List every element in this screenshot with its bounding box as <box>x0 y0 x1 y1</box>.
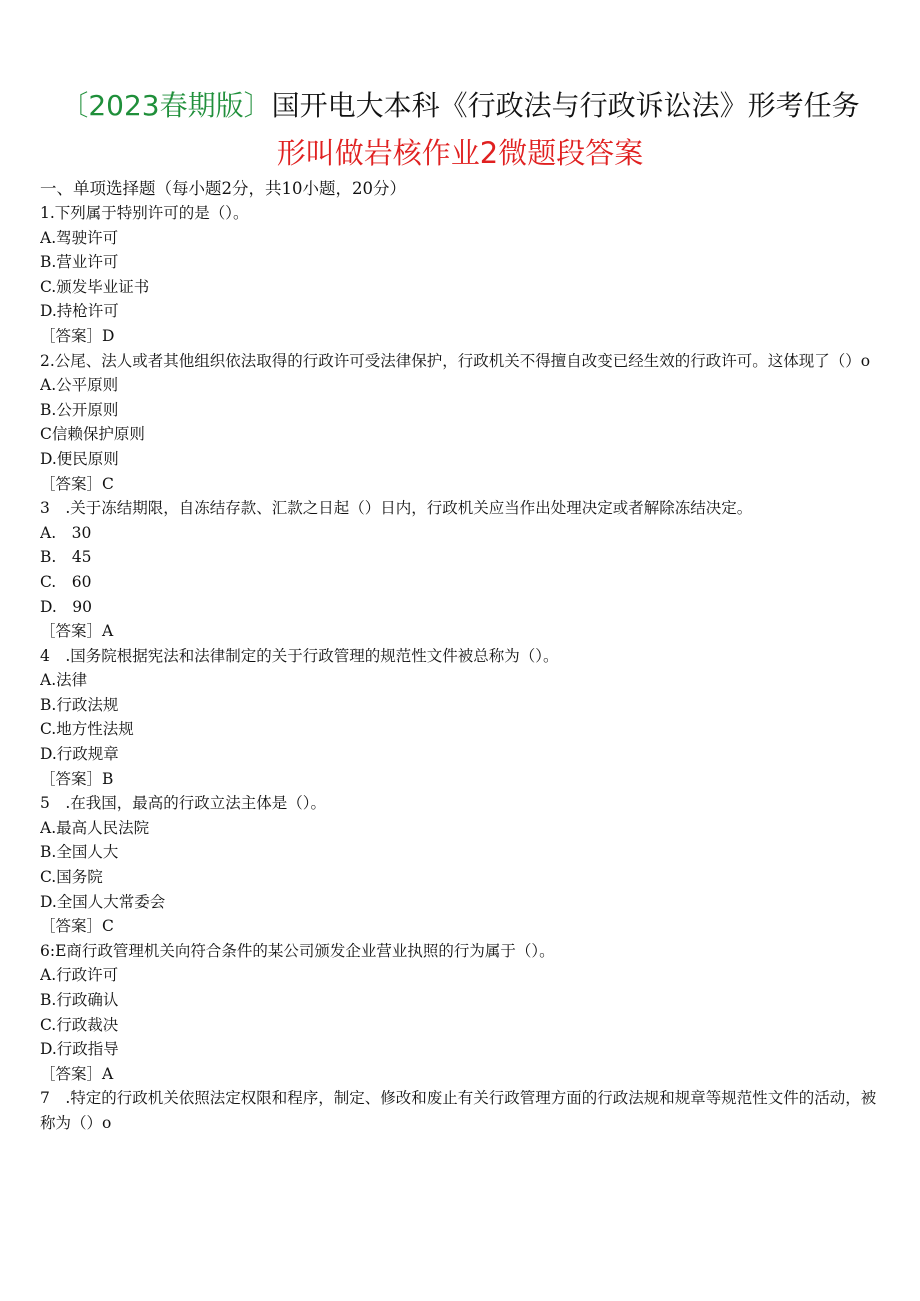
answer-key: ［答案］C <box>40 917 114 936</box>
answer-key: ［答案］B <box>40 769 114 788</box>
answer-option: C. 60 <box>40 572 92 591</box>
question-stem: 4 .国务院根据宪法和法律制定的关于行政管理的规范性文件被总称为（）。 <box>40 646 559 665</box>
answer-option: D. 90 <box>40 597 93 616</box>
document-title-line-1 <box>0 84 920 124</box>
answer-option: A.行政许可 <box>40 966 119 985</box>
question-stem: 6:E商行政管理机关向符合条件的某公司颁发企业营业执照的行为属于（）。 <box>40 941 555 960</box>
answer-option: D.行政规章 <box>40 745 119 764</box>
question-block <box>40 496 886 644</box>
answer-key: ［答案］C <box>40 474 114 493</box>
question-stem: 1.下列属于特别许可的是（）。 <box>40 204 249 222</box>
document-title-line-2: 形叫做岩核作业2微题段答案 <box>276 136 644 170</box>
question-stem: 5 .在我国，最高的行政立法主体是（）。 <box>40 794 327 813</box>
answer-option: C信赖保护原则 <box>40 425 145 444</box>
title-edition-tag: 〔2023春期版〕 <box>60 89 272 122</box>
answer-option: B.行政法规 <box>40 695 119 714</box>
answer-option: B. 45 <box>40 548 92 567</box>
answer-option: D.持枪许可 <box>40 302 119 321</box>
answer-option: A.驾驶许可 <box>40 228 119 247</box>
answer-option: C.颁发毕业证书 <box>40 277 150 296</box>
question-stem: 7 .特定的行政机关依照法定权限和程序，制定、修改和废止有关行政管理方面的行政法规和规章等规范性文件的活动，被称为（）o <box>40 1089 877 1132</box>
answer-option: D.行政指导 <box>40 1040 119 1059</box>
answer-option: B.营业许可 <box>40 253 119 272</box>
answer-option: C.地方性法规 <box>40 720 134 739</box>
answer-key: ［答案］D <box>40 326 115 345</box>
answer-option: B.公开原则 <box>40 400 119 419</box>
answer-option: C.国务院 <box>40 868 103 887</box>
question-block <box>40 1086 886 1135</box>
question-stem: 2.公尾、法人或者其他组织依法取得的行政许可受法律保护，行政机关不得擅自改变已经生效的行政许可。这体现了（）o <box>40 351 871 370</box>
answer-key: ［答案］A <box>40 1064 114 1083</box>
question-block <box>40 791 886 939</box>
section-heading: 一、单项选择题（每小题2分，共10小题，20分） <box>40 179 406 198</box>
document-body <box>40 176 886 1136</box>
question-list <box>40 201 886 1136</box>
answer-option: B.全国人大 <box>40 843 119 862</box>
answer-option: C.行政裁决 <box>40 1015 119 1034</box>
answer-key: ［答案］A <box>40 622 114 641</box>
answer-option: A.公平原则 <box>40 376 119 395</box>
title-course-name: 国开电大本科《行政法与行政诉讼法》形考任务 <box>271 89 860 122</box>
question-block <box>40 349 886 497</box>
answer-option: A. 30 <box>40 523 92 542</box>
question-block <box>40 201 886 349</box>
answer-option: A.最高人民法院 <box>40 818 150 837</box>
answer-option: D.便民原则 <box>40 449 119 468</box>
answer-option: B.行政确认 <box>40 991 119 1009</box>
question-stem: 3 .关于冻结期限，自冻结存款、汇款之日起（）日内，行政机关应当作出处理决定或者解除冻结决定。 <box>40 499 753 518</box>
answer-option: A.法律 <box>40 671 88 690</box>
answer-option: D.全国人大常委会 <box>40 892 166 911</box>
question-block <box>40 939 886 1087</box>
question-block <box>40 644 886 792</box>
